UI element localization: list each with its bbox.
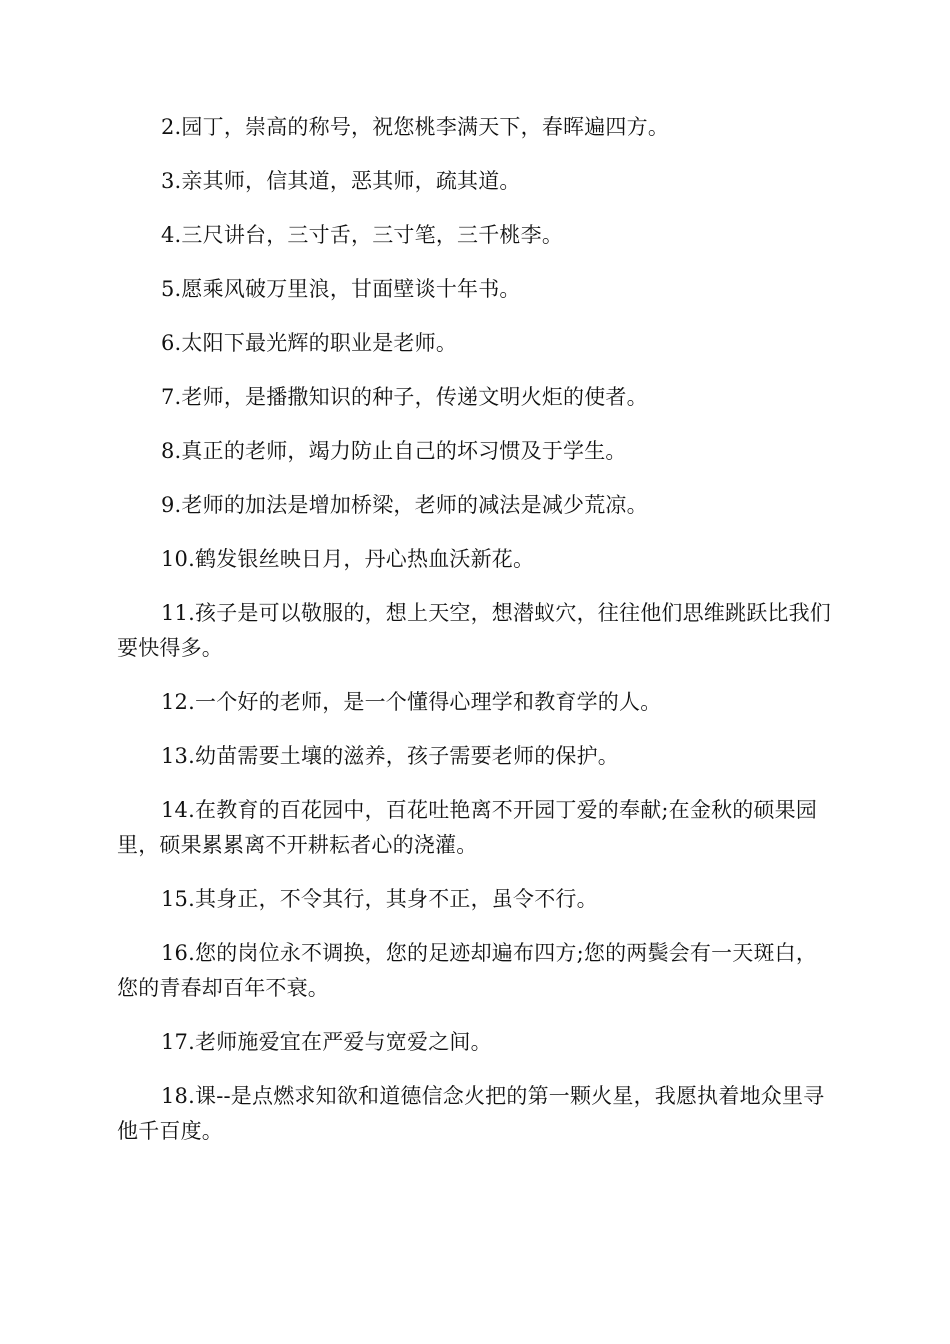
quote-paragraph: 14.在教育的百花园中，百花吐艳离不开园丁爱的奉献;在金秋的硕果园里，硕果累累离不开耕耘者心的浇灌。 [117, 798, 818, 857]
quote-paragraph: 17.老师施爱宜在严爱与宽爱之间。 [161, 1030, 492, 1054]
quote-paragraph: 7.老师，是播撒知识的种子，传递文明火炬的使者。 [161, 385, 648, 409]
quote-paragraph: 13.幼苗需要土壤的滋养，孩子需要老师的保护。 [161, 744, 619, 768]
quote-paragraph: 6.太阳下最光辉的职业是老师。 [161, 331, 458, 355]
quote-paragraph: 3.亲其师，信其道，恶其师，疏其道。 [161, 169, 521, 193]
quote-paragraph: 11.孩子是可以敬服的，想上天空，想潜蚁穴，往往他们思维跳跃比我们要快得多。 [117, 601, 831, 660]
quote-paragraph: 10.鹤发银丝映日月，丹心热血沃新花。 [161, 547, 535, 571]
quote-paragraph: 8.真正的老师，竭力防止自己的坏习惯及于学生。 [161, 439, 627, 463]
quote-paragraph: 18.课--是点燃求知欲和道德信念火把的第一颗火星，我愿执着地众里寻他千百度。 [117, 1084, 825, 1143]
quote-paragraph: 9.老师的加法是增加桥梁，老师的减法是减少荒凉。 [161, 493, 648, 517]
quote-paragraph: 12.一个好的老师，是一个懂得心理学和教育学的人。 [161, 690, 662, 714]
quote-paragraph: 15.其身正，不令其行，其身不正，虽令不行。 [161, 887, 598, 911]
quote-paragraph: 5.愿乘风破万里浪，甘面壁谈十年书。 [161, 277, 521, 301]
quote-paragraph: 2.园丁，崇高的称号，祝您桃李满天下，春晖遍四方。 [161, 115, 670, 139]
document-body [117, 110, 833, 1168]
quote-paragraph: 4.三尺讲台，三寸舌，三寸笔，三千桃李。 [161, 223, 564, 247]
quote-paragraph: 16.您的岗位永不调换，您的足迹却遍布四方;您的两鬓会有一天斑白，您的青春却百年不衰。 [117, 941, 818, 1000]
